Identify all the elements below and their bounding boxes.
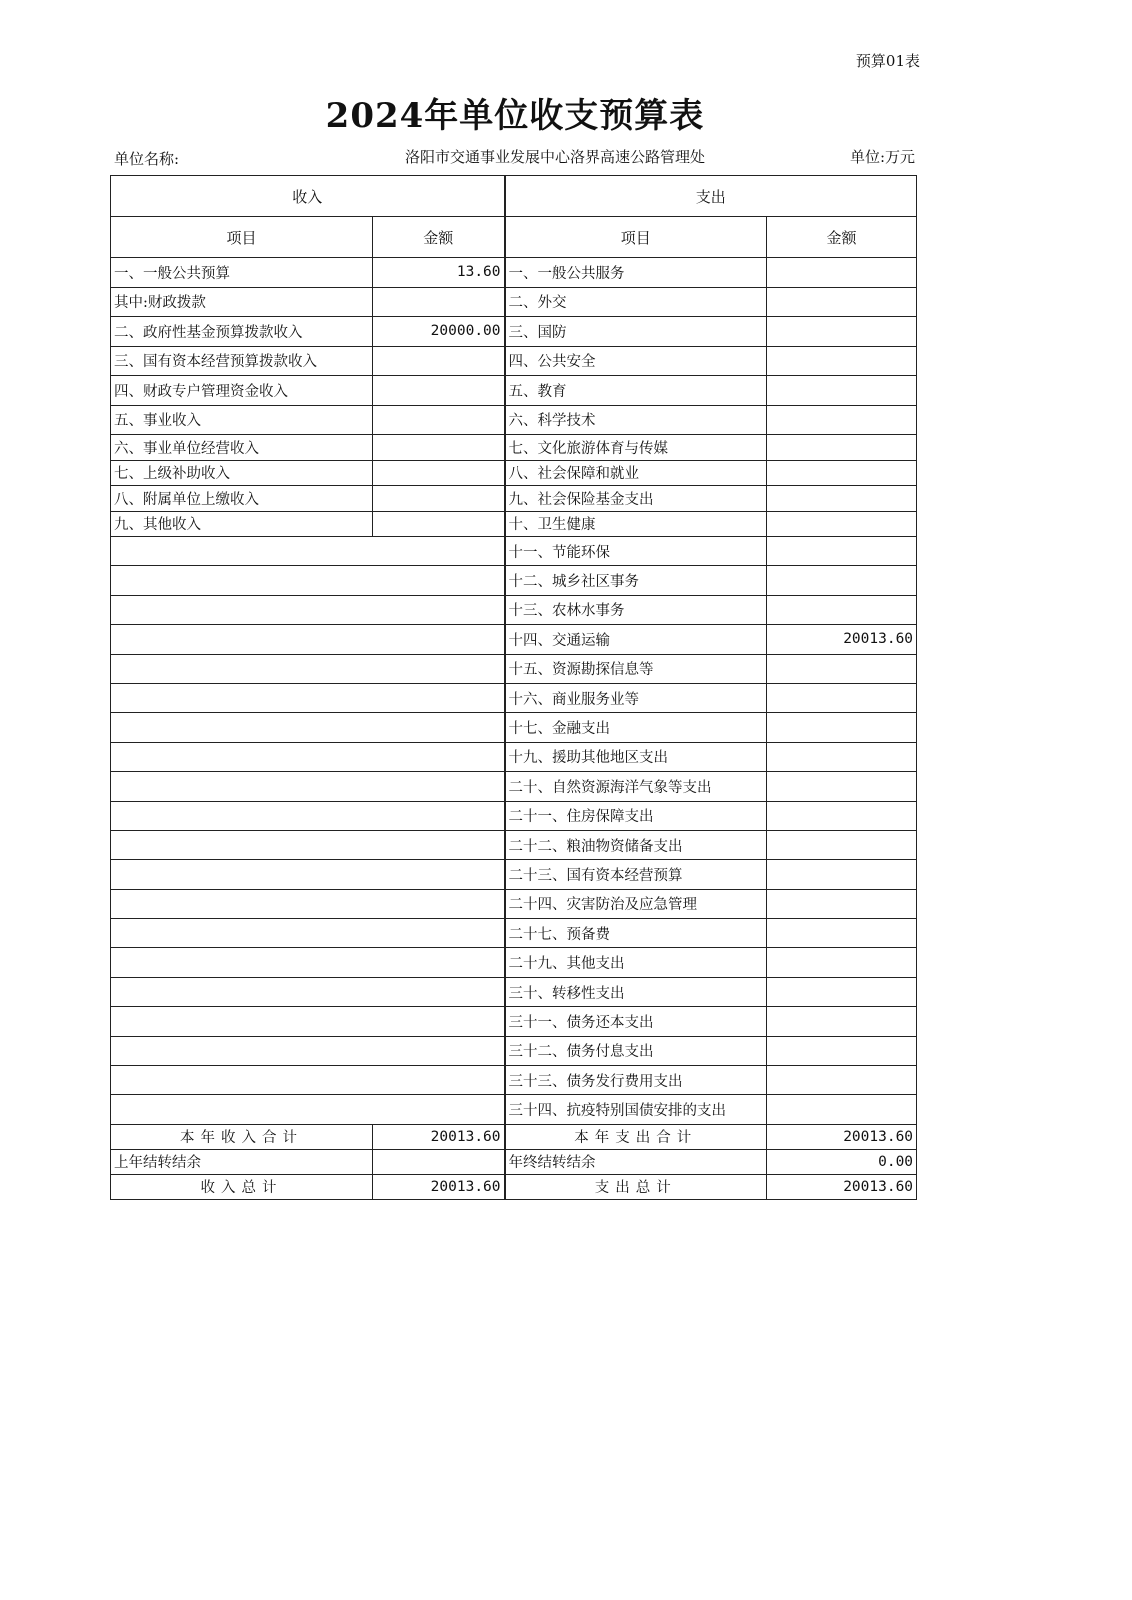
expense-item-cell: 十四、交通运输 [505, 625, 767, 654]
income-empty-cell [111, 1066, 505, 1095]
income-amount-cell [373, 460, 505, 486]
income-amount-cell: 13.60 [373, 258, 505, 288]
income-empty-cell [111, 654, 505, 683]
column-header-row [111, 217, 917, 258]
income-item-cell: 五、事业收入 [111, 405, 373, 435]
expense-amount-cell [767, 1007, 917, 1036]
expense-item-cell: 二十四、灾害防治及应急管理 [505, 889, 767, 918]
table-row [111, 287, 917, 317]
unit-name: 洛阳市交通事业发展中心洛界高速公路管理处 [404, 148, 705, 166]
expense-total-amount: 20013.60 [767, 1124, 917, 1149]
expense-item-cell: 三十四、抗疫特别国债安排的支出 [505, 1095, 767, 1124]
expense-item-cell: 一、一般公共服务 [505, 258, 767, 288]
expense-item-cell: 十六、商业服务业等 [505, 683, 767, 712]
table-row [111, 830, 917, 859]
income-empty-cell [111, 772, 505, 801]
expense-amount-cell [767, 566, 917, 595]
expense-item-cell: 二十九、其他支出 [505, 948, 767, 977]
income-item-cell: 二、政府性基金预算拨款收入 [111, 317, 373, 347]
expense-amount-cell [767, 317, 917, 347]
income-empty-cell [111, 948, 505, 977]
income-item-cell: 八、附属单位上缴收入 [111, 486, 373, 512]
expense-total-label: 支出总计 [505, 1174, 767, 1199]
expenditure-section-header: 支出 [505, 176, 917, 217]
income-amount-cell [373, 376, 505, 406]
income-empty-cell [111, 830, 505, 859]
expense-item-cell: 三十三、债务发行费用支出 [505, 1066, 767, 1095]
table-row [111, 346, 917, 376]
expense-item-cell: 七、文化旅游体育与传媒 [505, 435, 767, 461]
table-row [111, 1095, 917, 1124]
income-empty-cell [111, 1007, 505, 1036]
section-header-row [111, 176, 917, 217]
table-row [111, 511, 917, 537]
expense-total-label: 年终结转结余 [505, 1149, 767, 1174]
income-item-cell: 一、一般公共预算 [111, 258, 373, 288]
expense-amount-cell [767, 948, 917, 977]
table-row [111, 654, 917, 683]
expense-amount-cell [767, 486, 917, 512]
table-row [111, 948, 917, 977]
expense-amount-cell [767, 742, 917, 771]
income-empty-cell [111, 713, 505, 742]
expense-amount-cell [767, 258, 917, 288]
table-row [111, 683, 917, 712]
unit-name-label: 单位名称: [114, 150, 180, 168]
income-amount-cell [373, 287, 505, 317]
income-amount-cell [373, 346, 505, 376]
income-item-cell: 其中:财政拨款 [111, 287, 373, 317]
expense-amount-cell [767, 977, 917, 1006]
table-row [111, 713, 917, 742]
expense-amount-cell [767, 1095, 917, 1124]
table-row [111, 537, 917, 566]
expense-amount-cell [767, 460, 917, 486]
table-row [111, 860, 917, 889]
expense-item-cell: 二十三、国有资本经营预算 [505, 860, 767, 889]
expense-amount-cell [767, 287, 917, 317]
total-row [111, 1124, 917, 1149]
table-row [111, 1036, 917, 1065]
expense-item-cell: 三十、转移性支出 [505, 977, 767, 1006]
income-total-label: 上年结转结余 [111, 1149, 373, 1174]
table-row [111, 1066, 917, 1095]
expense-amount-cell [767, 860, 917, 889]
expense-total-label: 本年支出合计 [505, 1124, 767, 1149]
income-empty-cell [111, 919, 505, 948]
expense-amount-cell [767, 1036, 917, 1065]
income-total-label: 收入总计 [111, 1174, 373, 1199]
expense-item-cell: 三十二、债务付息支出 [505, 1036, 767, 1065]
table-row [111, 625, 917, 654]
budget-table [110, 175, 917, 1200]
expense-item-cell: 四、公共安全 [505, 346, 767, 376]
expense-amount-cell [767, 537, 917, 566]
expense-item-cell: 九、社会保险基金支出 [505, 486, 767, 512]
income-empty-cell [111, 566, 505, 595]
table-row [111, 258, 917, 288]
table-row [111, 742, 917, 771]
expense-amount-cell [767, 405, 917, 435]
expense-amount-cell [767, 346, 917, 376]
expense-amount-cell [767, 1066, 917, 1095]
expense-amount-header: 金额 [767, 217, 917, 258]
income-amount-header: 金额 [373, 217, 505, 258]
expense-item-cell: 八、社会保障和就业 [505, 460, 767, 486]
expense-amount-cell [767, 919, 917, 948]
expense-item-cell: 二十一、住房保障支出 [505, 801, 767, 830]
income-empty-cell [111, 595, 505, 624]
expense-item-cell: 六、科学技术 [505, 405, 767, 435]
total-row [111, 1174, 917, 1199]
income-total-amount: 20013.60 [373, 1174, 505, 1199]
income-empty-cell [111, 977, 505, 1006]
expense-amount-cell [767, 713, 917, 742]
income-empty-cell [111, 889, 505, 918]
expense-amount-cell [767, 435, 917, 461]
expense-item-cell: 十三、农林水事务 [505, 595, 767, 624]
table-row [111, 1007, 917, 1036]
income-empty-cell [111, 742, 505, 771]
expense-item-cell: 二、外交 [505, 287, 767, 317]
expense-amount-cell [767, 376, 917, 406]
table-row [111, 376, 917, 406]
expense-total-amount: 0.00 [767, 1149, 917, 1174]
expense-item-cell: 十、卫生健康 [505, 511, 767, 537]
income-total-amount: 20013.60 [373, 1124, 505, 1149]
income-empty-cell [111, 1036, 505, 1065]
expense-amount-cell [767, 511, 917, 537]
expense-amount-cell [767, 830, 917, 859]
income-section-header: 收入 [111, 176, 505, 217]
income-amount-cell: 20000.00 [373, 317, 505, 347]
income-amount-cell [373, 435, 505, 461]
expense-amount-cell [767, 683, 917, 712]
expense-amount-cell [767, 654, 917, 683]
income-empty-cell [111, 1095, 505, 1124]
table-row [111, 595, 917, 624]
expense-item-cell: 三、国防 [505, 317, 767, 347]
expense-total-amount: 20013.60 [767, 1174, 917, 1199]
table-row [111, 977, 917, 1006]
income-item-cell: 七、上级补助收入 [111, 460, 373, 486]
income-empty-cell [111, 860, 505, 889]
expense-item-cell: 十二、城乡社区事务 [505, 566, 767, 595]
income-empty-cell [111, 683, 505, 712]
income-item-cell: 六、事业单位经营收入 [111, 435, 373, 461]
table-row [111, 889, 917, 918]
income-empty-cell [111, 625, 505, 654]
table-row [111, 566, 917, 595]
expense-amount-cell [767, 772, 917, 801]
table-row [111, 317, 917, 347]
expense-amount-cell [767, 889, 917, 918]
expense-amount-cell: 20013.60 [767, 625, 917, 654]
expense-item-cell: 二十、自然资源海洋气象等支出 [505, 772, 767, 801]
income-item-cell: 四、财政专户管理资金收入 [111, 376, 373, 406]
expense-item-cell: 十五、资源勘探信息等 [505, 654, 767, 683]
income-item-cell: 九、其他收入 [111, 511, 373, 537]
expense-amount-cell [767, 595, 917, 624]
income-item-cell: 三、国有资本经营预算拨款收入 [111, 346, 373, 376]
expense-item-cell: 二十七、预备费 [505, 919, 767, 948]
income-item-header: 项目 [111, 217, 373, 258]
currency-unit: 单位:万元 [849, 148, 915, 166]
expense-item-cell: 五、教育 [505, 376, 767, 406]
expense-item-cell: 十七、金融支出 [505, 713, 767, 742]
income-empty-cell [111, 537, 505, 566]
expense-item-cell: 十九、援助其他地区支出 [505, 742, 767, 771]
table-row [111, 919, 917, 948]
expense-item-cell: 十一、节能环保 [505, 537, 767, 566]
income-amount-cell [373, 511, 505, 537]
table-row [111, 405, 917, 435]
expense-item-cell: 三十一、债务还本支出 [505, 1007, 767, 1036]
income-amount-cell [373, 405, 505, 435]
table-row [111, 460, 917, 486]
expense-item-cell: 二十二、粮油物资储备支出 [505, 830, 767, 859]
table-row [111, 486, 917, 512]
income-total-label: 本年收入合计 [111, 1124, 373, 1149]
table-row [111, 801, 917, 830]
expense-amount-cell [767, 801, 917, 830]
table-row [111, 772, 917, 801]
page-title: 2024年单位收支预算表 [325, 96, 705, 136]
total-row [111, 1149, 917, 1174]
form-number: 预算01表 [855, 52, 920, 70]
expense-item-header: 项目 [505, 217, 767, 258]
income-total-amount [373, 1149, 505, 1174]
income-amount-cell [373, 486, 505, 512]
table-row [111, 435, 917, 461]
income-empty-cell [111, 801, 505, 830]
